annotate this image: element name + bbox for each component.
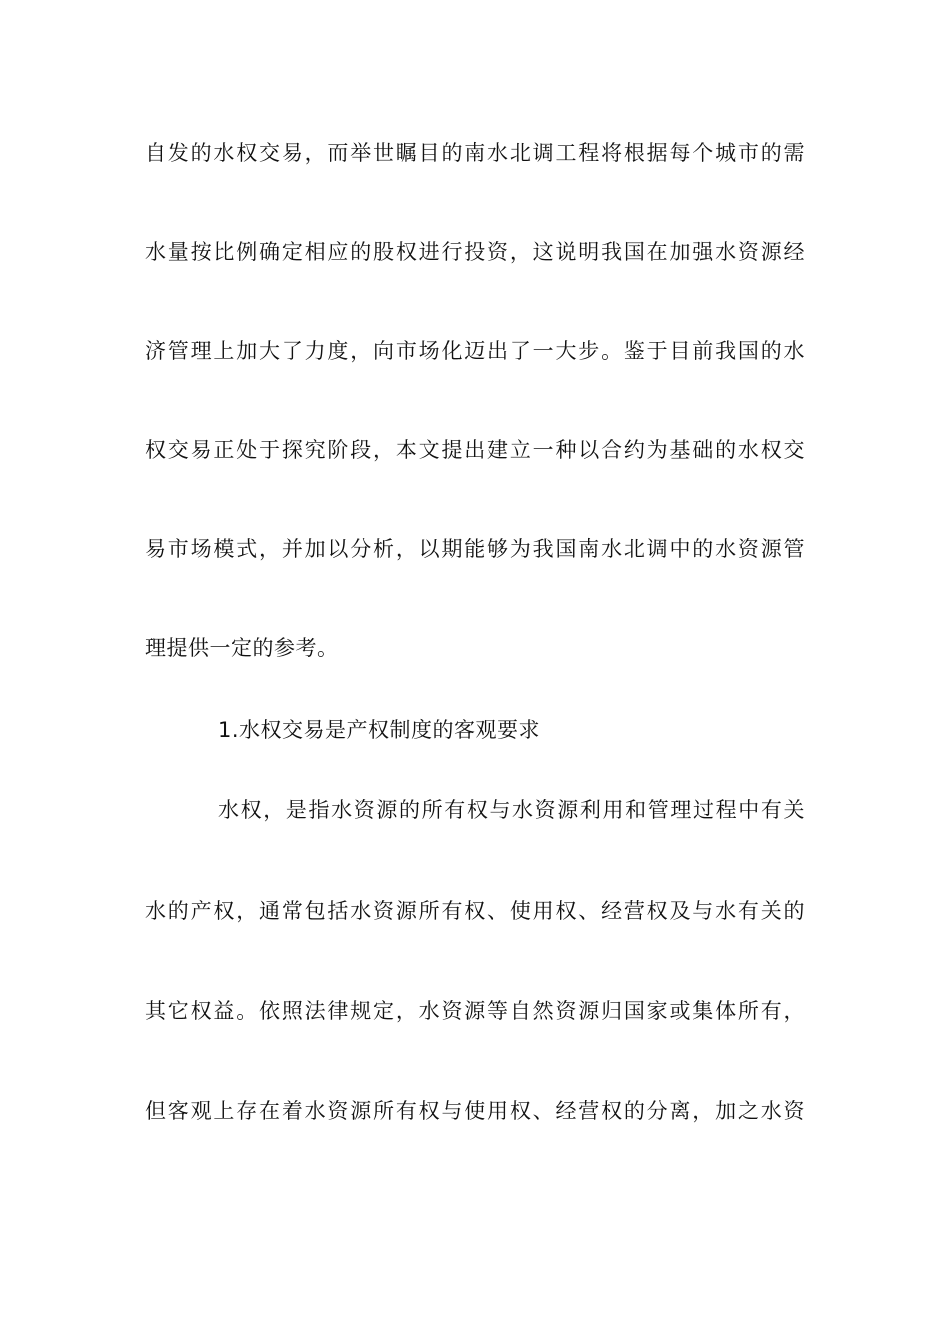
paragraph-line: 济管理上加大了力度，向市场化迈出了一大步。鉴于目前我国的水 (145, 339, 805, 363)
paragraph-line: 水权，是指水资源的所有权与水资源利用和管理过程中有关 (218, 798, 805, 822)
paragraph-line: 水量按比例确定相应的股权进行投资，这说明我国在加强水资源经 (145, 240, 805, 264)
paragraph-line: 易市场模式，并加以分析，以期能够为我国南水北调中的水资源管 (145, 537, 805, 561)
paragraph-line: 自发的水权交易，而举世瞩目的南水北调工程将根据每个城市的需 (145, 141, 805, 165)
paragraph-line: 但客观上存在着水资源所有权与使用权、经营权的分离，加之水资 (145, 1099, 805, 1123)
paragraph-line: 水的产权，通常包括水资源所有权、使用权、经营权及与水有关的 (145, 899, 805, 923)
section-heading: 1.水权交易是产权制度的客观要求 (218, 718, 541, 742)
paragraph-line: 理提供一定的参考。 (145, 636, 339, 660)
paragraph-line: 权交易正处于探究阶段，本文提出建立一种以合约为基础的水权交 (145, 438, 805, 462)
paragraph-line: 其它权益。依照法律规定，水资源等自然资源归国家或集体所有， (145, 999, 805, 1023)
